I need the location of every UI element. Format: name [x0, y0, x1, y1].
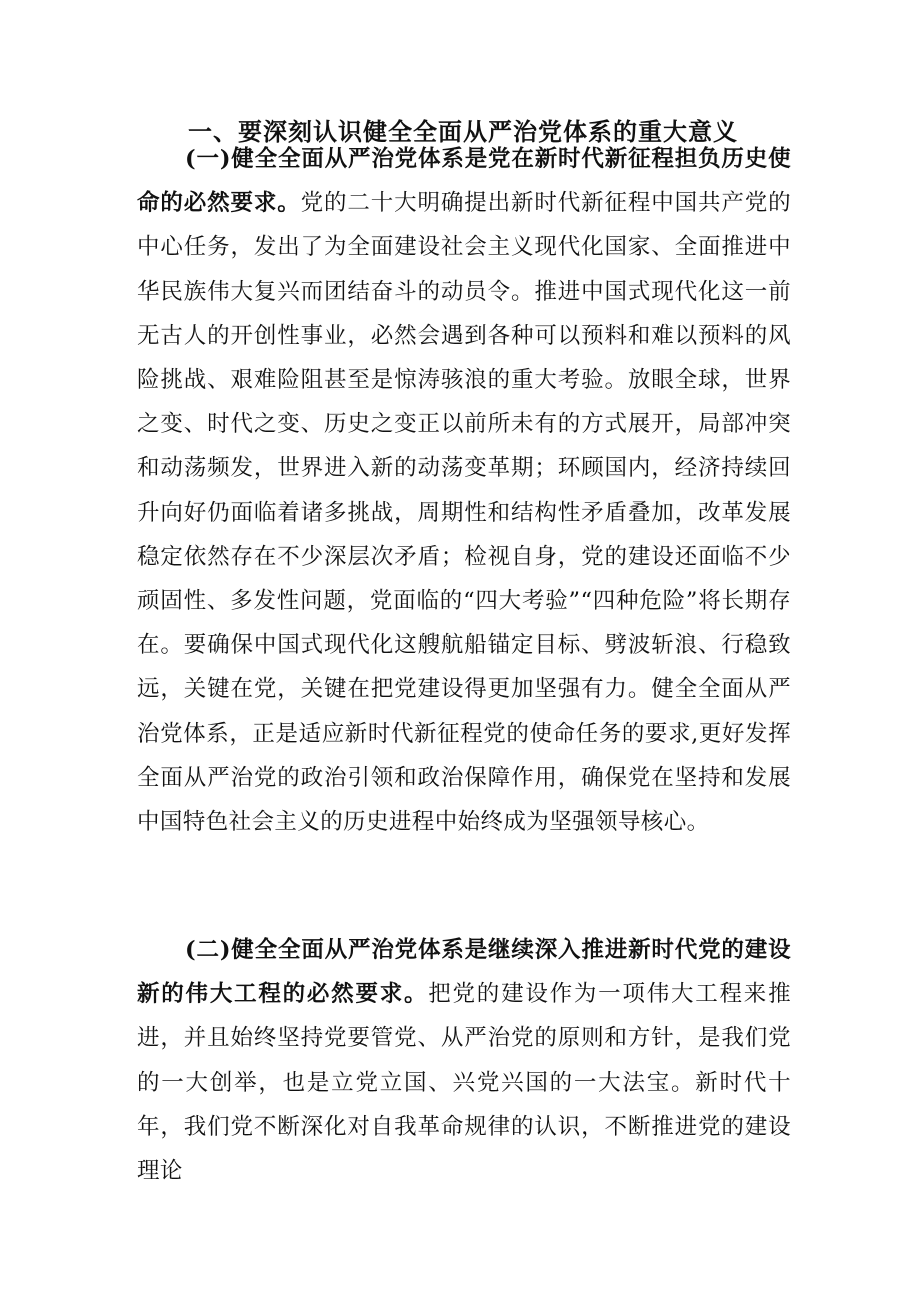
- paragraph-1: [137, 137, 791, 844]
- section-heading: 一、要深刻认识健全全面从严治党体系的重大意义: [188, 117, 738, 146]
- paragraph-2-body: 把党的建设作为一项伟大工程来推进，并且始终坚持党要管党、从严治党的原则和方针，是我们党的一大创举，也是立党立国、兴党兴国的一大法宝。新时代十年，我们党不断深化对自我革命规律的认识，不断推进党的建设理论: [137, 981, 791, 1185]
- paragraph-1-lead: (一)健全全面从严治党体系是党在新时代新征程担负历史使命的必然要求。: [137, 146, 791, 217]
- paragraph-2: [137, 928, 791, 1193]
- paragraph-2-lead: (二)健全全面从严治党体系是继续深入推进新时代党的建设新的伟大工程的必然要求。: [137, 937, 791, 1008]
- paragraph-1-body: 党的二十大明确提出新时代新征程中国共产党的中心任务，发出了为全面建设社会主义现代化国家、全面推进中华民族伟大复兴而团结奋斗的动员令。推进中国式现代化这一前无古人的开创性事业，必然会遇到各种可以预料和难以预料的风险挑战、艰难险阻甚至是惊涛骇浪的重大考验。放眼全球，世界之变、时代之变、历史之变正以前所未有的方式展开，局部冲突和动荡频发，世界进入新的动荡变革期；环顾国内，经济持续回升向好仍面临着诸多挑战，周期性和结构性矛盾叠加，改革发展稳定依然存在不少深层次矛盾；检视自身，党的建设还面临不少顽固性、多发性问题，党面临的“四大考验”“四种危险”将长期存在。要确保中国式现代化这艘航船锚定目标、劈波斩浪、行稳致远，关键在党，关键在把党建设得更加坚强有力。健全全面从严治党体系，正是适应新时代新征程党的使命任务的要求,更好发挥全面从严治党的政治引领和政治保障作用，确保党在坚持和发展中国特色社会主义的历史进程中始终成为坚强领导核心。: [137, 190, 791, 836]
